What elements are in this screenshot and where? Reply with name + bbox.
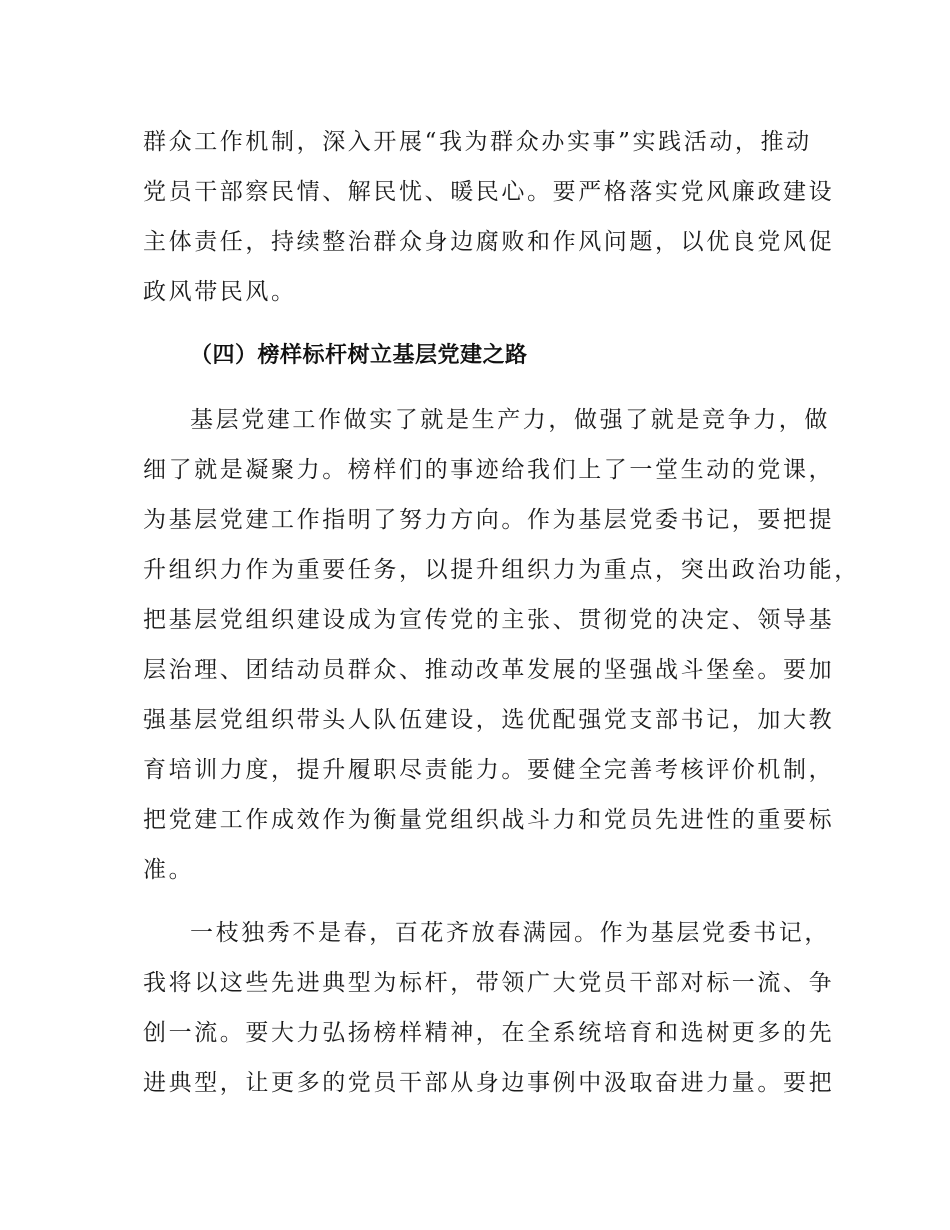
- paragraph-2-line-6: 层治理、团结动员群众、推动改革发展的坚强战斗堡垒。要加: [143, 657, 835, 683]
- paragraph-2-line-1: 基层党建工作做实了就是生产力，做强了就是竞争力，做: [190, 407, 830, 433]
- paragraph-1-line-1: 群众工作机制，深入开展“我为群众办实事”实践活动，推动: [143, 129, 812, 155]
- paragraph-3-line-3: 创一流。要大力弘扬榜样精神，在全系统培育和选树更多的先: [143, 1020, 835, 1046]
- paragraph-2-line-2: 细了就是凝聚力。榜样们的事迹给我们上了一堂生动的党课，: [143, 457, 835, 483]
- paragraph-1-line-3: 主体责任，持续整治群众身边腐败和作风问题，以优良党风促: [143, 229, 835, 255]
- section-heading: （四）榜样标杆树立基层党建之路: [190, 343, 528, 368]
- paragraph-3-line-2: 我将以这些先进典型为标杆，带领广大党员干部对标一流、争: [143, 970, 835, 996]
- paragraph-2-line-4: 升组织力作为重要任务，以提升组织力为重点，突出政治功能，: [143, 557, 860, 583]
- paragraph-2-line-10: 准。: [143, 857, 195, 883]
- paragraph-1-line-2: 党员干部察民情、解民忧、暖民心。要严格落实党风廉政建设: [143, 179, 835, 205]
- paragraph-3-line-4: 进典型，让更多的党员干部从身边事例中汲取奋进力量。要把: [143, 1070, 835, 1096]
- paragraph-2-line-7: 强基层党组织带头人队伍建设，选优配强党支部书记，加大教: [143, 707, 835, 733]
- paragraph-1-line-4: 政风带民风。: [143, 279, 297, 305]
- paragraph-2-line-5: 把基层党组织建设成为宣传党的主张、贯彻党的决定、领导基: [143, 607, 835, 633]
- paragraph-2-line-9: 把党建工作成效作为衡量党组织战斗力和党员先进性的重要标: [143, 807, 835, 833]
- paragraph-2-line-3: 为基层党建工作指明了努力方向。作为基层党委书记，要把提: [143, 507, 835, 533]
- paragraph-3-line-1: 一枝独秀不是春，百花齐放春满园。作为基层党委书记，: [190, 920, 830, 946]
- paragraph-2-line-8: 育培训力度，提升履职尽责能力。要健全完善考核评价机制，: [143, 757, 835, 783]
